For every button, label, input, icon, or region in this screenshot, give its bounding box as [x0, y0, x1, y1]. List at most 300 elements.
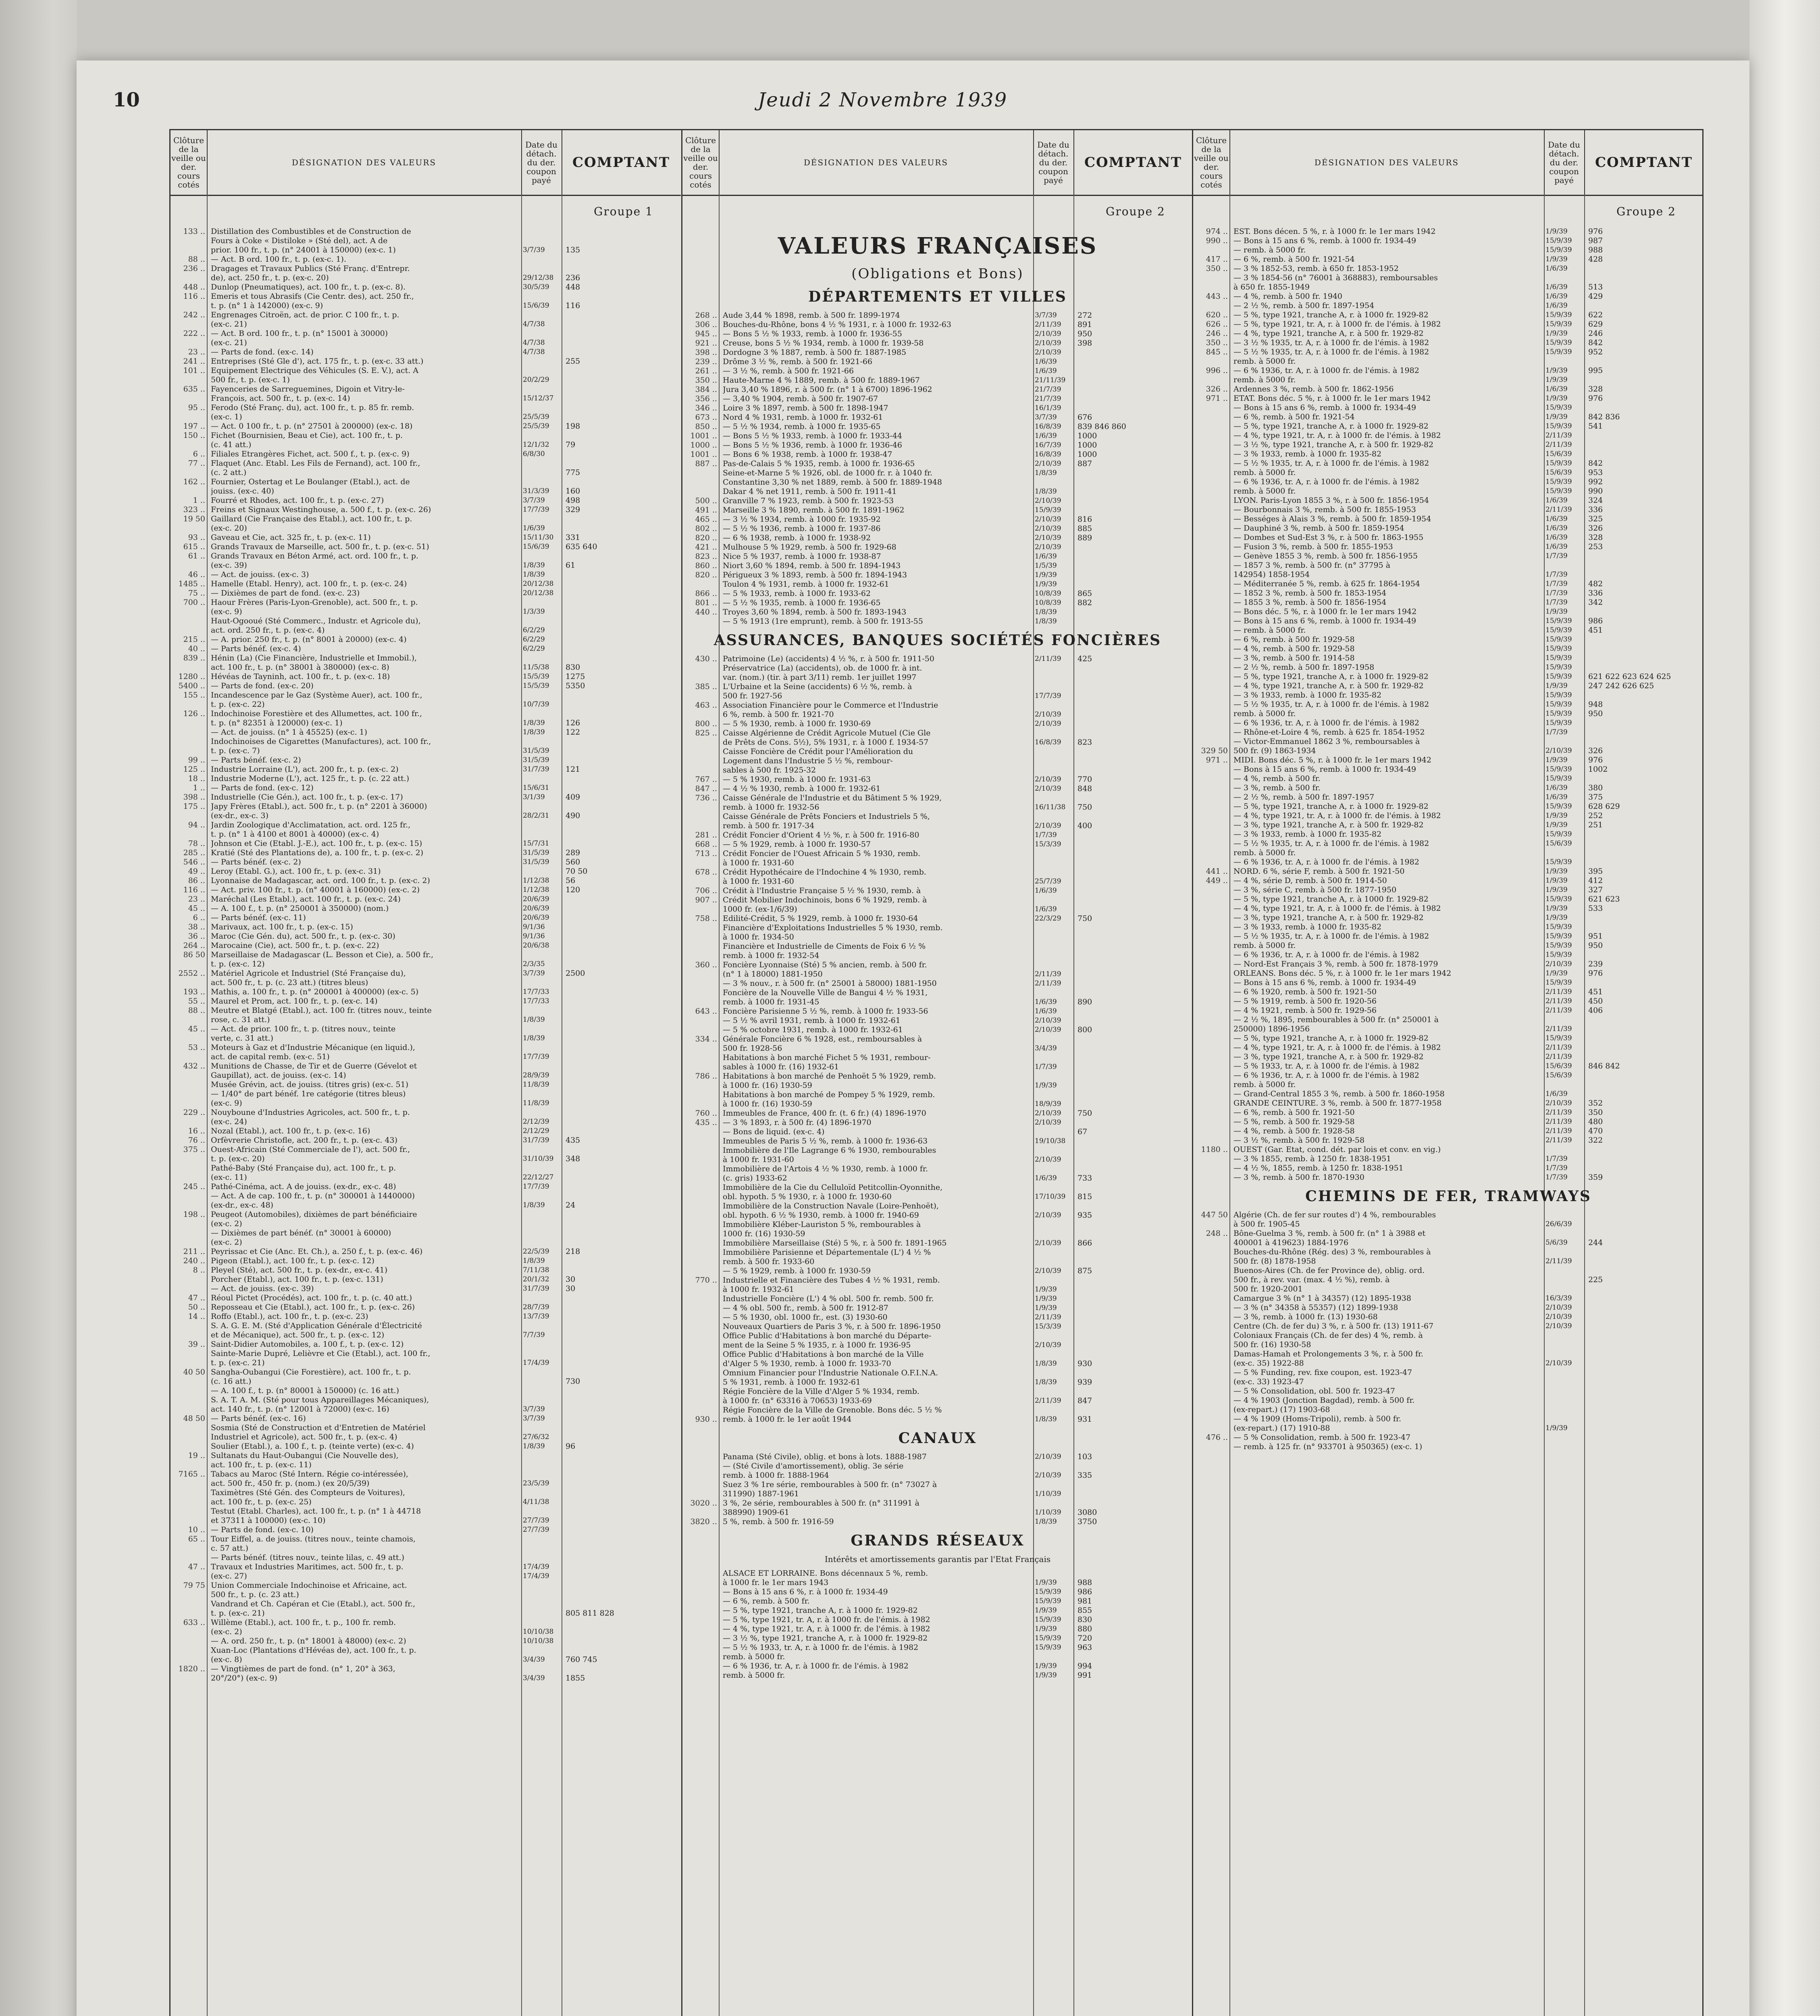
previous-close: 443 ..	[1206, 292, 1228, 301]
security-designation: Office Public d'Habitations à bon marché de la Ville	[723, 1350, 924, 1359]
table-row	[171, 1006, 681, 1015]
cash-price: 322	[1588, 1136, 1603, 1145]
security-designation: — 4 %, type 1921, tr. A, r. à 1000 fr. de l'émis. à 1982	[1233, 431, 1441, 440]
security-designation: Coloniaux Français (Ch. de fer des) 4 %, remb. à	[1233, 1331, 1423, 1340]
security-designation: — 3 % 1933, remb. à 1000 fr. 1935-82	[1233, 450, 1382, 458]
table-row	[682, 998, 1193, 1007]
previous-close: 713 ..	[695, 849, 717, 858]
security-designation: (ex-c. 24)	[211, 1117, 247, 1126]
security-designation: — 5 ½ % avril 1931, remb. à 1000 fr. 1932-61	[723, 1016, 901, 1025]
previous-close: 6 ..	[193, 913, 205, 922]
cash-price: 122	[566, 728, 580, 737]
previous-close: 945 ..	[695, 329, 717, 338]
table-row	[171, 366, 681, 375]
table-row	[682, 367, 1193, 376]
coupon-date: 25/7/39	[1035, 877, 1061, 885]
table-row	[171, 542, 681, 552]
table-row	[1193, 1312, 1704, 1322]
security-designation: — remb. à 125 fr. (n° 933701 à 950365) (ex-c. 1)	[1233, 1442, 1423, 1451]
table-row	[171, 375, 681, 385]
table-row	[682, 691, 1193, 701]
security-designation: — 5 % 1929, remb. à 1000 fr. 1930-57	[723, 840, 871, 849]
security-designation: Tabacs au Maroc (Sté Intern. Régie co-intéressée),	[211, 1470, 408, 1479]
previous-close: 758 ..	[695, 914, 717, 923]
previous-close: 845 ..	[1206, 348, 1228, 356]
coupon-date: 1/6/39	[1035, 998, 1057, 1006]
table-row	[682, 1257, 1193, 1266]
table-row	[682, 988, 1193, 998]
security-designation: OUEST (Gar. Etat, cond. dét. par lois et conv. en vig.)	[1233, 1145, 1441, 1154]
cash-price: 160	[566, 487, 580, 496]
security-designation: Réoul Pictet (Procédés), act. 100 fr., t. p. (c. 40 att.)	[211, 1293, 412, 1302]
cash-price: 830	[1077, 1615, 1092, 1624]
security-designation: (ex-dr., ex-c. 48)	[211, 1201, 274, 1210]
table-row	[171, 1664, 681, 1674]
security-designation: Ferodo (Sté Franç. du), act. 100 fr., t. p. 85 fr. remb.	[211, 403, 414, 412]
table-row	[1193, 579, 1704, 589]
coupon-date: 15/9/39	[1545, 311, 1572, 319]
table-row	[171, 1674, 681, 1683]
security-designation: Préservatrice (La) (accidents), ob. de 1000 fr. à int.	[723, 664, 922, 673]
security-designation: — A. 100 f., t. p. (n° 80001 à 150000) (c. 16 att.)	[211, 1386, 399, 1395]
previous-close: 463 ..	[695, 701, 717, 710]
coupon-date: 1/6/39	[523, 524, 545, 532]
table-row	[1193, 950, 1704, 960]
security-designation: — 5 % Consolidation, obl. 500 fr. 1923-47	[1233, 1387, 1395, 1395]
security-designation: Caisse Générale de Prêts Fonciers et Industriels 5 %,	[723, 812, 930, 821]
security-designation: — Dombes et Sud-Est 3 %, r. à 500 fr. 1863-1955	[1233, 533, 1424, 542]
previous-close: 75 ..	[188, 589, 205, 598]
previous-close: 245 ..	[183, 1182, 205, 1191]
security-designation: Nouyboune d'Industries Agricoles, act. 500 fr., t. p.	[211, 1108, 410, 1117]
cash-price: 931	[1077, 1415, 1092, 1424]
coupon-date: 1/7/39	[1545, 552, 1568, 560]
coupon-date: 2/11/39	[1035, 1313, 1061, 1321]
coupon-date: 9/1/36	[523, 932, 545, 940]
security-designation: L'Urbaine et la Seine (accidents) 6 ½ %, remb. à	[723, 682, 912, 691]
coupon-date: 1/9/39	[1545, 821, 1568, 829]
previous-close: 36 ..	[188, 932, 205, 941]
previous-close: 491 ..	[695, 506, 717, 514]
coupon-date: 16/8/39	[1035, 738, 1061, 746]
security-designation: — 6 %, remb. à 500 fr. 1929-58	[1233, 635, 1355, 644]
table-row	[1193, 765, 1704, 774]
security-designation: 500 fr. (9) 1863-1934	[1233, 746, 1316, 755]
coupon-date: 1/9/39	[1035, 1606, 1057, 1614]
security-designation: Saint-Didier Automobiles, a. 100 f., t. p. (ex-c. 12)	[211, 1340, 404, 1349]
previous-close: 921 ..	[695, 339, 717, 348]
table-row	[171, 635, 681, 644]
security-designation: — 5 % 1933, tr. A, r. à 1000 fr. de l'émis. à 1982	[1233, 1062, 1419, 1070]
previous-close: 215 ..	[183, 635, 205, 644]
security-designation: — Parts de fond. (ex-c. 10)	[211, 1525, 314, 1534]
coupon-date: 1/8/39	[1035, 608, 1057, 616]
previous-close: 40 ..	[188, 644, 205, 653]
cash-price: 733	[1077, 1174, 1092, 1183]
security-designation: (ex-c. 2)	[211, 1219, 242, 1228]
table-row	[171, 830, 681, 839]
previous-close: 222 ..	[183, 329, 205, 338]
cash-price: 842	[1588, 459, 1603, 468]
coupon-date: 1/8/39	[1035, 617, 1057, 625]
security-designation: 3 %, 2e série, rembourables à 500 fr. (n° 311991 à	[723, 1499, 919, 1508]
security-designation: GRANDE CEINTURE. 3 %, remb. à 500 fr. 1877-1958	[1233, 1099, 1442, 1108]
cash-price: 398	[1077, 339, 1092, 348]
coupon-date: 2/3/35	[523, 960, 545, 968]
security-designation: Crédit à l'Industrie Française 5 ½ % 1930, remb. à	[723, 886, 921, 895]
table-row	[171, 663, 681, 672]
table-row	[171, 941, 681, 950]
coupon-date: 17/4/39	[523, 1572, 549, 1580]
coupon-date: 15/6/39	[523, 543, 549, 551]
table-row	[682, 1359, 1193, 1368]
table-row	[171, 1034, 681, 1043]
security-designation: remb. à 5000 fr.	[723, 1671, 785, 1680]
coupon-date: 1/9/39	[1545, 227, 1568, 235]
cash-price: 225	[1588, 1275, 1603, 1284]
table-row	[1193, 561, 1704, 570]
section-title: DÉPARTEMENTS ET VILLES	[808, 288, 1067, 305]
security-designation: — Parts de fond. (ex-c. 14)	[211, 348, 314, 356]
security-designation: Office Public d'Habitations à bon marché du Départe-	[723, 1331, 932, 1340]
cash-price: 1002	[1588, 765, 1608, 774]
previous-close: 820 ..	[695, 533, 717, 542]
coupon-date: 25/5/39	[523, 422, 549, 430]
table-row	[682, 1322, 1193, 1331]
cash-price: 1000	[1077, 450, 1097, 459]
table-row	[1193, 1275, 1704, 1285]
header-cloture: Clôture de la veille ou der. cours cotés	[1193, 130, 1230, 195]
security-designation: — 2 ½ %, remb. à 500 fr. 1897-1954	[1233, 301, 1375, 310]
table-row	[682, 942, 1193, 951]
coupon-date: 15/9/39	[1545, 691, 1572, 699]
cash-price: 135	[566, 246, 580, 254]
coupon-date: 28/2/31	[523, 812, 549, 820]
table-row	[171, 570, 681, 579]
table-row	[1193, 1294, 1704, 1303]
security-designation: — 5 %, type 1921, tranche A, r. à 1000 fr. 1929-82	[1233, 310, 1429, 319]
table-row	[682, 960, 1193, 970]
security-designation: — remb. à 5000 fr.	[1233, 246, 1306, 254]
coupon-date: 1/9/39	[1545, 867, 1568, 875]
cash-price: 400	[1077, 821, 1092, 830]
coupon-date: 10/8/39	[1035, 589, 1061, 598]
security-designation: — Bons à 15 ans 6 %, remb. à 1000 fr. 1934-49	[1233, 616, 1416, 625]
table-row	[682, 933, 1193, 942]
table-row	[682, 1662, 1193, 1671]
table-row	[682, 664, 1193, 673]
header-cloture: Clôture de la veille ou der. cours cotés	[682, 130, 720, 195]
security-designation: Immeubles de France, 400 fr. (t. 6 fr.) (4) 1896-1970	[723, 1109, 926, 1118]
cash-price: 375	[1588, 793, 1603, 802]
table-row	[1193, 310, 1704, 320]
coupon-date: 1/12/38	[523, 886, 549, 894]
security-designation: remb. à 5000 fr.	[1233, 941, 1296, 950]
table-row	[1193, 598, 1704, 607]
security-designation: — 3 % 1852-53, remb. à 650 fr. 1853-1952	[1233, 264, 1399, 273]
previous-close: 1485 ..	[178, 579, 205, 588]
security-designation: Creuse, bons 5 ½ % 1934, remb. à 1000 fr. 1939-58	[723, 339, 924, 348]
coupon-date: 3/1/39	[523, 793, 545, 801]
table-row	[1193, 1117, 1704, 1127]
security-designation: — 4 %, remb. à 500 fr. 1940	[1233, 292, 1343, 301]
security-designation: 500 fr., à rev. var. (max. 4 ½ %), remb. à	[1233, 1275, 1390, 1284]
table-row	[171, 357, 681, 366]
cash-price: 855	[1077, 1606, 1092, 1615]
previous-close: 500 ..	[695, 496, 717, 505]
table-row	[171, 1590, 681, 1599]
security-designation: — 1855 3 %, remb. à 500 fr. 1856-1954	[1233, 598, 1387, 607]
table-row	[1193, 440, 1704, 450]
coupon-date: 22/12/27	[523, 1173, 554, 1181]
cash-price: 775	[566, 468, 580, 477]
table-row	[1193, 1405, 1704, 1414]
security-designation: Industrielle Foncière (L') 4 % obl. 500 fr. remb. 500 fr.	[723, 1294, 934, 1303]
security-designation: Engrenages Citroën, act. de prior. C 100 fr., t. p.	[211, 310, 399, 319]
table-row	[682, 719, 1193, 729]
table-row	[682, 877, 1193, 886]
security-designation: — 6 % 1920, remb. à 500 fr. 1921-50	[1233, 987, 1377, 996]
coupon-date: 22/3/29	[1035, 914, 1061, 923]
table-row	[1193, 904, 1704, 913]
table-row	[171, 1266, 681, 1275]
table-row	[682, 1220, 1193, 1229]
previous-close: 86 ..	[188, 876, 205, 885]
coupon-date: 15/9/39	[1545, 700, 1572, 708]
coupon-date: 1/6/39	[1545, 793, 1568, 801]
table-row	[171, 1275, 681, 1284]
table-row	[682, 784, 1193, 793]
previous-close: 65 ..	[188, 1535, 205, 1543]
table-row	[1193, 1396, 1704, 1405]
table-row	[682, 1643, 1193, 1652]
table-row	[682, 1266, 1193, 1276]
security-designation: — A. ord. 250 fr., t. p. (n° 18001 à 48000) (ex-c. 2)	[211, 1637, 406, 1645]
previous-close: 626 ..	[1206, 320, 1228, 329]
coupon-date: 2/11/39	[1035, 1397, 1061, 1405]
coupon-date: 15/9/39	[1545, 858, 1572, 866]
coupon-date: 1/6/39	[1545, 524, 1568, 532]
security-designation: Ouest-Africain (Sté Commerciale de l'), act. 500 fr.,	[211, 1145, 410, 1154]
previous-close: 615 ..	[183, 542, 205, 551]
table-row	[171, 236, 681, 246]
table-row	[1193, 700, 1704, 709]
table-row	[171, 338, 681, 348]
table-row	[1193, 477, 1704, 487]
security-designation: Reposseau et Cie (Etabl.), act. 100 fr., t. p. (ex-c. 26)	[211, 1303, 415, 1312]
table-row	[682, 357, 1193, 367]
coupon-date: 31/3/39	[523, 487, 549, 495]
previous-close: 1820 ..	[178, 1664, 205, 1673]
security-designation: — Bons à 15 ans 6 %, remb. à 1000 fr. 1934-49	[1233, 978, 1416, 987]
table-row	[682, 1489, 1193, 1499]
table-row	[1193, 1136, 1704, 1145]
column-2-rows	[682, 227, 1193, 1680]
coupon-date: 18/9/39	[1035, 1100, 1061, 1108]
security-designation: — Bourbonnais 3 %, remb. à 500 fr. 1855-1953	[1233, 505, 1416, 514]
previous-close: 847 ..	[695, 784, 717, 793]
security-designation: t. p. (n° 1 à 4100 et 8001 à 40000) (ex-c. 4)	[211, 830, 379, 839]
coupon-date: 31/5/39	[523, 756, 549, 764]
coupon-date: 1/9/39	[1035, 1081, 1057, 1089]
table-row	[1193, 1210, 1704, 1220]
previous-close: 2552 ..	[178, 969, 205, 978]
security-designation: — 4 %, type 1921, tranche A, r. à 500 fr. 1929-82	[1233, 329, 1424, 338]
previous-close: 116 ..	[183, 292, 205, 301]
coupon-date: 1/9/39	[1545, 413, 1568, 421]
security-designation: (c. 2 att.)	[211, 468, 247, 477]
coupon-date: 15/9/39	[1545, 246, 1572, 254]
table-row	[171, 505, 681, 514]
table-row	[1193, 1025, 1704, 1034]
cash-price: 622	[1588, 310, 1603, 319]
security-designation: — 5 ½ % 1935, tr. A, r. à 1000 fr. de l'émis. à 1982	[1233, 932, 1429, 941]
coupon-date: 2/11/39	[1545, 1025, 1572, 1033]
table-row	[1193, 1071, 1704, 1080]
security-designation: — 3 % 1893, r. à 500 fr. (4) 1896-1970	[723, 1118, 872, 1127]
table-row	[682, 1118, 1193, 1127]
security-designation: (ex-c. 2)	[211, 1238, 242, 1247]
cash-price: 720	[1077, 1634, 1092, 1643]
table-row	[171, 737, 681, 746]
security-designation: — 5 % 1913 (1re emprunt), remb. à 500 fr. 1913-55	[723, 617, 923, 626]
security-designation: — 3 ½ %, type 1921, tranche A, r. à 1000 fr. 1929-82	[723, 1634, 928, 1643]
security-designation: 500 fr., t. p. (ex-c. 1)	[211, 375, 290, 384]
security-designation: — 4 %, type 1921, tr. A, r. à 1000 fr. de l'émis. à 1982	[1233, 904, 1441, 913]
previous-close: 150 ..	[183, 431, 205, 440]
table-row	[682, 1499, 1193, 1508]
cash-price: 839 846 860	[1077, 422, 1126, 431]
previous-close: 19 ..	[188, 1451, 205, 1460]
coupon-date: 15/9/39	[1545, 478, 1572, 486]
security-designation: t. p. (ex-c. 20)	[211, 1154, 265, 1163]
security-designation: Immobilière Marseillaise (Sté) 5 %, r. à 500 fr. 1891-1965	[723, 1239, 947, 1248]
table-row	[1193, 987, 1704, 997]
table-row	[682, 849, 1193, 858]
security-designation: — 5 %, type 1921, tranche A, r. à 1000 fr. 1929-82	[1233, 1034, 1429, 1043]
security-designation: LYON. Paris-Lyon 1855 3 %, r. à 500 fr. 1856-1954	[1233, 496, 1429, 505]
section-subtitle: (Obligations et Bons)	[851, 266, 1024, 282]
table-row	[171, 1525, 681, 1535]
security-designation: — Act. A de cap. 100 fr., t. p. (n° 300001 à 1440000)	[211, 1191, 415, 1200]
table-row	[682, 394, 1193, 404]
security-designation: Bouches-du-Rhône, bons 4 ½ % 1931, r. à 1000 fr. 1932-63	[723, 320, 951, 329]
security-designation: — Bons à 15 ans 6 %, remb. à 1000 fr. 1934-49	[1233, 236, 1416, 245]
coupon-date: 1/7/39	[1545, 580, 1568, 588]
coupon-date: 1/9/39	[1545, 914, 1568, 922]
security-designation: — 3 %, type 1921, tranche A, r. à 500 fr. 1929-82	[1233, 1052, 1424, 1061]
cash-price: 770	[1077, 775, 1092, 784]
table-row	[171, 385, 681, 394]
cash-price: 96	[566, 1442, 576, 1451]
previous-close: 398 ..	[183, 793, 205, 802]
coupon-date: 1/9/39	[1035, 1304, 1057, 1312]
security-designation: Omnium Financier pour l'Industrie Nationale O.F.I.N.A.	[723, 1368, 938, 1377]
table-row	[1193, 848, 1704, 858]
table-row	[1193, 1034, 1704, 1043]
cash-price: 327	[1588, 885, 1603, 894]
coupon-date: 2/11/39	[1035, 321, 1061, 329]
security-designation: Industriel et Agricole), act. 500 fr., t. p. (ex-c. 4)	[211, 1433, 397, 1441]
coupon-date: 1/8/39	[523, 1201, 545, 1209]
table-row	[682, 450, 1193, 459]
table-row	[682, 1183, 1193, 1192]
coupon-date: 3/7/39	[523, 1405, 545, 1413]
table-row	[171, 1117, 681, 1127]
coupon-date: 1/9/39	[1545, 756, 1568, 764]
table-row	[1193, 672, 1704, 681]
table-row	[682, 1090, 1193, 1100]
table-row	[171, 394, 681, 403]
table-row	[1193, 1442, 1704, 1452]
cash-price: 255	[566, 357, 580, 366]
cash-price: 30	[566, 1275, 576, 1284]
table-row	[171, 589, 681, 598]
security-designation: (ex-c. 9)	[211, 1099, 242, 1108]
coupon-date: 20/6/39	[523, 914, 549, 922]
security-designation: Taximètres (Sté Gén. des Compteurs de Voitures),	[211, 1488, 406, 1497]
security-designation: Maurel et Prom, act. 100 fr., t. p. (ex-c. 14)	[211, 997, 378, 1006]
security-designation: MIDI. Bons déc. 5 %, r. à 1000 fr. le 1er mars 1942	[1233, 756, 1431, 764]
coupon-date: 2/11/39	[1545, 506, 1572, 514]
table-row	[171, 1497, 681, 1507]
previous-close: 261 ..	[695, 367, 717, 375]
cash-price: 1000	[1077, 441, 1097, 450]
cash-price: 880	[1077, 1624, 1092, 1633]
security-designation: Financière et Industrielle de Ciments de Foix 6 ½ %	[723, 942, 926, 951]
table-row	[682, 506, 1193, 515]
previous-close: 197 ..	[183, 422, 205, 431]
security-designation: (ex-dr., ex-c. 3)	[211, 811, 269, 820]
cash-price: 480	[1588, 1117, 1603, 1126]
security-designation: (ex-c. 2)	[211, 1627, 242, 1636]
coupon-date: 1/6/39	[1035, 367, 1057, 375]
security-designation: Fourré et Rhodes, act. 100 fr., t. p. (ex-c. 27)	[211, 496, 384, 505]
coupon-date: 15/5/39	[523, 673, 549, 681]
coupon-date: 1/9/39	[1545, 812, 1568, 820]
table-row	[171, 450, 681, 459]
coupon-date: 2/10/39	[1035, 525, 1061, 533]
security-designation: Porcher (Etabl.), act. 100 fr., t. p. (ex-c. 131)	[211, 1275, 383, 1284]
coupon-date: 2/10/39	[1035, 1341, 1061, 1349]
table-row	[1193, 264, 1704, 273]
coupon-date: 15/12/37	[523, 394, 554, 402]
security-designation: (ex-c. 11)	[211, 1173, 247, 1182]
coupon-date: 1/6/39	[1035, 1007, 1057, 1015]
security-designation: — 5 ½ % 1935, remb. à 1000 fr. 1936-65	[723, 598, 881, 607]
security-designation: Pathé-Baby (Sté Française du), act. 100 fr., t. p.	[211, 1164, 396, 1173]
security-designation: — Parts bénéf. (ex-c. 2)	[211, 858, 301, 866]
security-designation: Entreprises (Sté Gle d'), act. 175 fr., t. p. (ex-c. 33 att.)	[211, 357, 424, 366]
table-row	[171, 746, 681, 756]
security-designation: Drôme 3 ½ %, remb. à 500 fr. 1921-66	[723, 357, 873, 366]
security-designation: de), act. 250 fr., t. p. (ex-c. 20)	[211, 273, 329, 282]
coupon-date: 1/9/39	[1035, 1662, 1057, 1670]
security-designation: 500 fr. (8) 1878-1958	[1233, 1257, 1316, 1266]
security-designation: Japy Frères (Etabl.), act. 500 fr., t. p. (n° 2201 à 36000)	[211, 802, 427, 811]
header-comptant: COMPTANT	[1595, 154, 1693, 171]
cash-price: 451	[1588, 626, 1603, 635]
previous-close: 823 ..	[695, 552, 717, 561]
security-designation: Matériel Agricole et Industriel (Sté Française du),	[211, 969, 406, 978]
coupon-date: 2/12/39	[523, 1118, 549, 1126]
cash-price: 251	[1588, 821, 1603, 829]
table-row	[682, 793, 1193, 803]
coupon-date: 15/7/31	[523, 839, 549, 848]
cash-price: 805 811 828	[566, 1609, 614, 1618]
table-row	[171, 848, 681, 858]
security-designation: Algérie (Ch. de fer sur routes d') 4 %, rembourables	[1233, 1210, 1436, 1219]
